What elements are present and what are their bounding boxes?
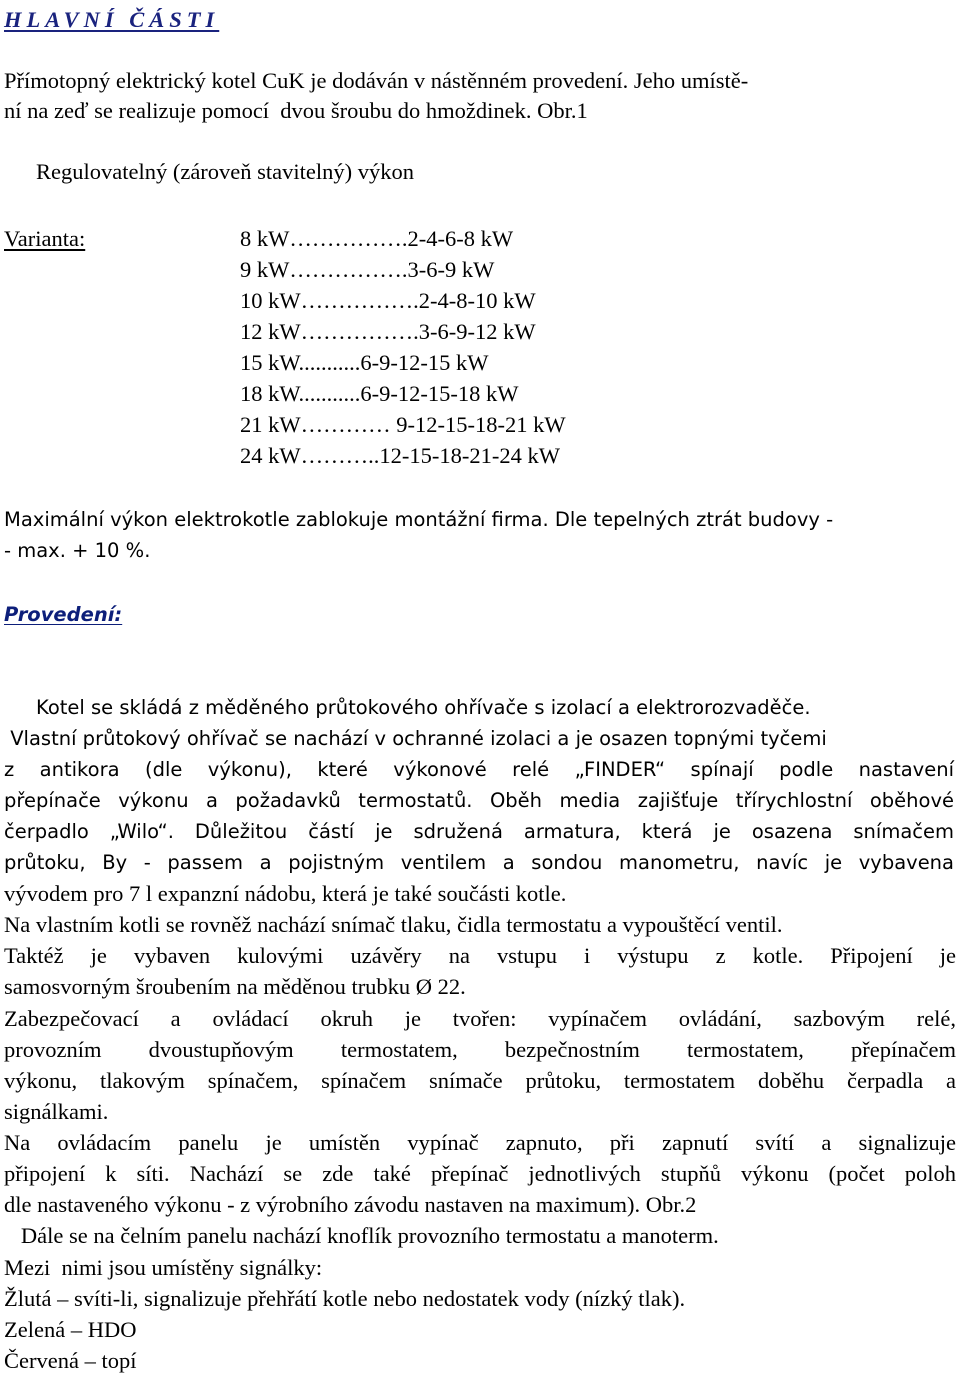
variant-row xyxy=(240,442,560,470)
intro-line-2: ní na zeď se realizuje pomocí dvou šroubu do hmoždinek. Obr.1 xyxy=(4,98,588,123)
body-line: dle nastaveného výkonu - z výrobního závodu nastaven na maximum). Obr.2 xyxy=(4,1192,697,1217)
body-line: Kotel se skládá z měděného průtokového ohřívače s izolací a elektrorozvaděče. xyxy=(36,696,811,719)
variant-separator: ……….. xyxy=(300,443,380,468)
body-line: z antikora (dle výkonu), které výkonové relé „FINDER“ spínají podle nastavení xyxy=(4,758,954,781)
body-line: připojení k síti. Nachází se zde také přepínač jednotlivých stupňů výkonu (počet poloh xyxy=(4,1161,956,1186)
body-line: Dále se na čelním panelu nachází knoflík provozního termostatu a manoterm. xyxy=(4,1223,719,1248)
body-line: Vlastní průtokový ohřívač se nachází v ochranné izolaci a je osazen topnými tyčemi xyxy=(4,727,827,750)
body-line: Mezi nimi jsou umístěny signálky: xyxy=(4,1255,323,1280)
max-power-line-1: Maximální výkon elektrokotle zablokuje montážní firma. Dle tepelných ztrát budovy - xyxy=(4,508,834,531)
variant-row xyxy=(240,287,536,315)
variant-power: 21 kW xyxy=(240,412,301,437)
variant-power: 15 kW xyxy=(240,350,299,375)
regulation-line: Regulovatelný (zároveň stavitelný) výkon xyxy=(36,159,415,184)
variant-separator: ……………. xyxy=(289,226,408,251)
variant-steps: 6-9-12-15-18 kW xyxy=(360,381,519,406)
body-line: průtoku, By - passem a pojistným ventilem a sondou manometru, navíc je vybavena xyxy=(4,851,954,874)
variant-steps: 2-4-8-10 kW xyxy=(418,288,536,313)
body-line: Červená – topí xyxy=(4,1348,137,1373)
variant-steps: 3-6-9-12 kW xyxy=(418,319,536,344)
body-line: provozním dvoustupňovým termostatem, bezpečnostním termostatem, přepínačem xyxy=(4,1037,956,1062)
body-line: přepínače výkonu a požadavků termostatů. Oběh media zajišťuje třírychlostní oběhové xyxy=(4,789,954,812)
section-heading: Provedení: xyxy=(4,603,123,626)
body-line: Na ovládacím panelu je umístěn vypínač zapnuto, při zapnutí svítí a signalizuje xyxy=(4,1130,956,1155)
body-line: Žlutá – svíti-li, signalizuje přehřátí kotle nebo nedostatek vody (nízký tlak). xyxy=(4,1286,686,1311)
variant-row xyxy=(240,349,489,377)
variant-row xyxy=(240,256,494,284)
body-line: samosvorným šroubením na měděnou trubku Ø 22. xyxy=(4,974,466,999)
body-line: výkonu, tlakovým spínačem, spínačem snímače průtoku, termostatem doběhu čerpadla a xyxy=(4,1068,956,1093)
variant-power: 10 kW xyxy=(240,288,301,313)
variant-row xyxy=(240,225,513,253)
variant-power: 18 kW xyxy=(240,381,299,406)
variant-label: Varianta: xyxy=(4,226,86,251)
body-line: vývodem pro 7 l expanzní nádobu, která je také součásti kotle. xyxy=(4,881,567,906)
variant-steps: 6-9-12-15 kW xyxy=(360,350,489,375)
variant-separator: ……………. xyxy=(289,257,408,282)
variant-row xyxy=(240,380,519,408)
body-line: čerpadlo „Wilo“. Důležitou částí je sdružená armatura, která je osazena snímačem xyxy=(4,820,954,843)
variant-power: 8 kW xyxy=(240,226,290,251)
variant-power: 9 kW xyxy=(240,257,290,282)
variant-steps: 9-12-15-18-21 kW xyxy=(396,412,566,437)
max-power-line-2: - max. + 10 %. xyxy=(4,539,151,562)
variant-power: 12 kW xyxy=(240,319,301,344)
variant-steps: 2-4-6-8 kW xyxy=(407,226,514,251)
variant-row xyxy=(240,411,566,439)
intro-line-1: Přímotopný elektrický kotel CuK je dodáván v nástěnném provedení. Jeho umístě- xyxy=(4,68,749,93)
variant-steps: 3-6-9 kW xyxy=(407,257,495,282)
body-line: Taktéž je vybaven kulovými uzávěry na vstupu i výstupu z kotle. Připojení je xyxy=(4,943,956,968)
variant-separator: ........... xyxy=(298,381,361,406)
page-heading: HLAVNÍ ČÁSTI xyxy=(4,7,220,32)
variant-separator: ………… xyxy=(300,412,397,437)
variant-steps: 12-15-18-21-24 kW xyxy=(379,443,560,468)
variant-separator: ........... xyxy=(298,350,361,375)
variant-separator: ……………. xyxy=(300,288,419,313)
variant-power: 24 kW xyxy=(240,443,301,468)
body-line: Zabezpečovací a ovládací okruh je tvořen: vypínačem ovládání, sazbovým relé, xyxy=(4,1006,956,1031)
body-line: signálkami. xyxy=(4,1099,109,1124)
variant-row xyxy=(240,318,536,346)
body-line: Na vlastním kotli se rovněž nachází snímač tlaku, čidla termostatu a vypouštěcí ventil. xyxy=(4,912,783,937)
variant-separator: ……………. xyxy=(300,319,419,344)
body-line: Zelená – HDO xyxy=(4,1317,137,1342)
